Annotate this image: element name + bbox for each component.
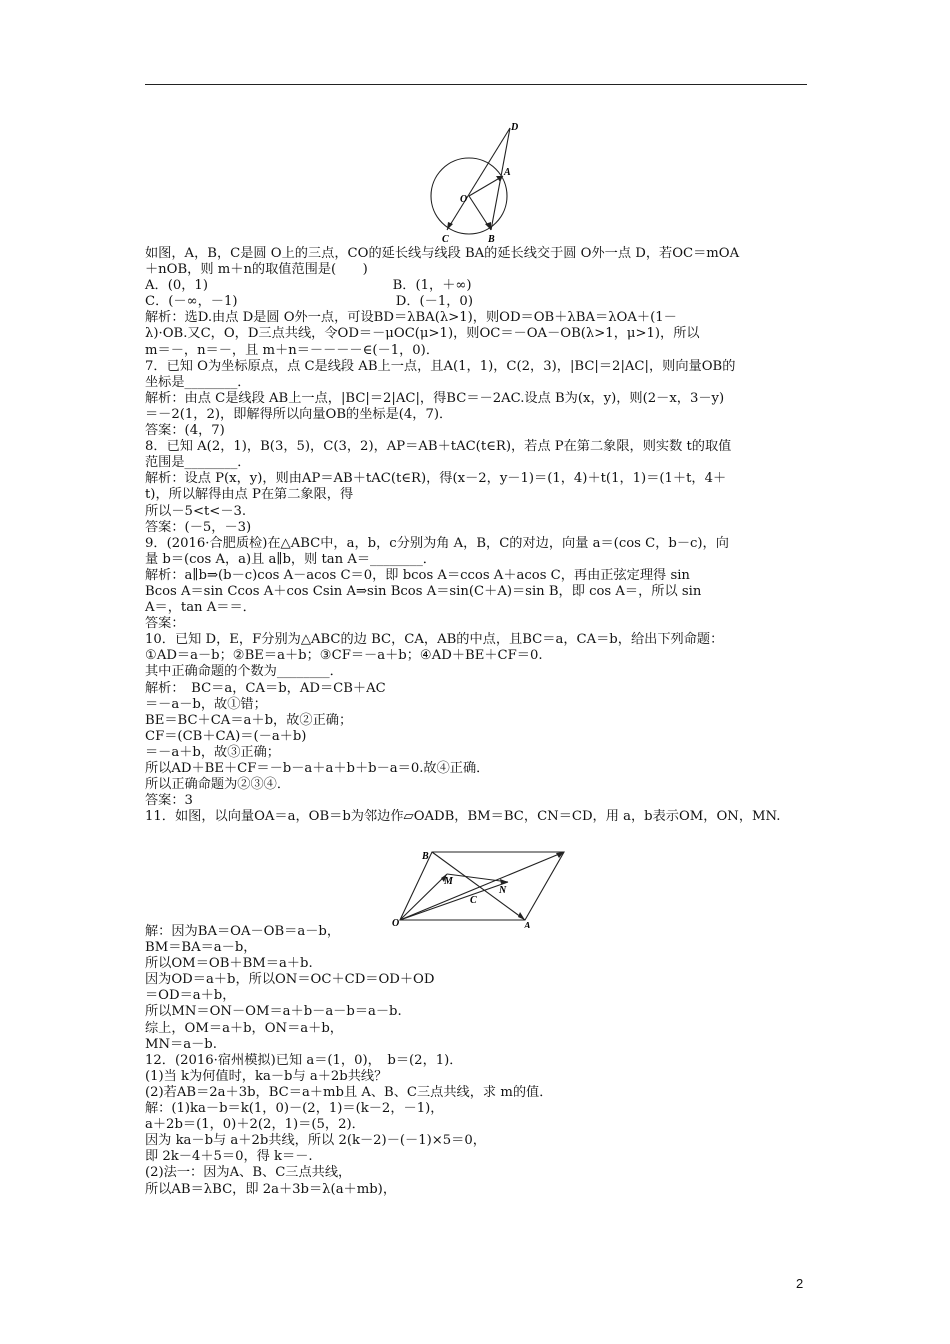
text-line: (2)法一：因为A、B、C三点共线， [145,1165,352,1181]
text-line: 所以AD＋BE＋CF＝－b－a＋a＋b＋b－a＝0.故④正确． [145,761,490,776]
text-line: (1)当 k为何值时，ka－b与 a＋2b共线？ [145,1068,388,1084]
parallelogram-figure [388,846,568,928]
text-line: 如图，A，B，C是圆 O上的三点，CO的延长线与线段 BA的延长线交于圆 O外一点 D，若OC＝mOA [145,246,740,261]
label-a: A [524,921,531,928]
text-line: 因为OD＝a＋b，所以ON＝OC＋CD＝OD＋OD [145,972,435,988]
label-m: M [444,876,453,887]
text-line: a＋2b＝(1，0)＋2(2，1)＝(5，2)． [145,1117,365,1133]
text-line: 即 2k－4＋5＝0，得 k＝－. [145,1149,313,1165]
text-line: λ)·OB.又C，O，D三点共线，令OD＝－μOC(μ>1)，则OC＝－OA－OB(λ>1，μ>1)，所以 [145,326,700,342]
text-line: 8．已知 A(2，1)，B(3，5)，C(3，2)，AP＝AB＋tAC(t∈R)，若点 P在第二象限，则实数 t的取值 [145,439,732,455]
text-line: 所以OM＝OB＋BM＝a＋b. [145,956,313,972]
text-line: ＝－a＋b，故③正确； [145,744,280,760]
diagonal-od [400,852,564,920]
text-line: ＝－2(1，2)，即解得所以向量OB的坐标是(4，7)． [145,406,453,422]
text-line: 解析： BC＝a，CA＝b，AD＝CB＋AC [145,680,386,696]
text-line: 12．(2016·宿州模拟)已知 a＝(1，0)， b＝(2，1)． [145,1052,463,1068]
text-line: ＋nOB，则 m＋n的取值范围是( ) [145,262,368,278]
text-line: 答案：(－5，－3) [145,519,252,535]
text-line: m＝－，n＝－，且 m＋n＝－－－－∈(－1，0)． [145,342,440,358]
label-c: C [442,234,449,245]
arrow-a [518,912,525,920]
text-line: A＝，tan A＝＝． [145,600,256,616]
header-rule [145,84,807,85]
label-o: O [392,918,400,928]
text-line: ＝－a－b，故①错； [145,696,267,712]
vector-om [400,874,447,920]
text-line: 解析：由点 C是线段 AB上一点，|BC|＝2|AC|，得BC＝－2AC.设点 B为(x，y)，则(2－x，3－y) [145,390,725,406]
text-line: 10．已知 D，E，F分别为△ABC的边 BC，CA，AB的中点，且BC＝a，CA＝b，给出下列命题： [145,632,724,648]
vector-mn [447,874,508,882]
text-line: 范围是________． [145,455,251,471]
text-line: MN＝a－b. [145,1036,217,1052]
text-line: BM＝BA＝a－b， [145,940,257,956]
text-line: 综上，OM＝a＋b，ON＝a＋b， [145,1020,343,1036]
text-line: 解析：设点 P(x，y)，则由AP＝AB＋tAC(t∈R)，得(x－2，y－1)＝(1，4)＋t(1，1)＝(1＋t，4＋ [145,471,727,487]
text-line: 坐标是________． [145,374,251,390]
circle-figure [420,118,550,250]
text-line: Bcos A＝sin Ccos A＋cos Csin A⇒sin Bcos A＝sin(C＋A)＝sin B，即 cos A＝，所以 sin [145,583,702,599]
text-line: 9．(2016·合肥质检)在△ABC中，a，b，c分别为角 A，B，C的对边，向量 a＝(cos C，b－c)，向 [145,535,729,551]
text-line: 11．如图，以向量OA＝a，OB＝b为邻边作▱OADB，BM＝BC，CN＝CD，用 a，b表示OM，ON，MN. [145,809,781,825]
text-line: ①AD＝a－b；②BE＝a＋b；③CF＝－a＋b；④AD＋BE＋CF＝0. [145,648,543,664]
text-line: 答案： [145,616,185,632]
text-line: 因为 ka－b与 a＋2b共线，所以 2(k－2)－(－1)×5＝0， [145,1133,486,1149]
page-number: 2 [796,1276,804,1291]
vector-on [400,882,508,920]
text-line: 答案：3 [145,793,193,809]
text-line: 答案：(4，7) [145,423,225,439]
text-line: BE＝BC＋CA＝a＋b，故②正确； [145,712,353,728]
text-block-lower [145,924,813,1198]
text-line: 所以正确命题为②③④． [145,777,291,793]
label-o: O [460,194,468,205]
text-line: 所以－5<t<－3. [145,503,247,519]
text-line: 所以AB＝λBC，即 2a＋3b＝λ(a＋mb)， [145,1181,397,1197]
text-line: ＝OD＝a＋b， [145,988,236,1004]
text-line: 解：因为BA＝OA－OB＝a－b， [145,924,341,939]
text-line: 7．已知 O为坐标原点，点 C是线段 AB上一点，且A(1，1)，C(2，3)，|BC|＝2|AC|，则向量OB的 [145,358,736,374]
text-line: CF＝(CB＋CA)＝(－a＋b) [145,728,307,744]
text-line: 量 b＝(cos A，a)且 a∥b，则 tan A＝________． [145,551,436,567]
text-line: (2)若AB＝2a＋3b，BC＝a＋mb且 A、B、C三点共线，求 m的值． [145,1084,553,1100]
text-line: 其中正确命题的个数为________． [145,664,343,680]
label-d: D [511,122,519,133]
text-line: 所以MN＝ON－OM＝a＋b－a－b＝a－b. [145,1004,402,1020]
text-line: 解析：选D.由点 D是圆 O外一点，可设BD＝λBA(λ>1)，则OD＝OB＋λBA＝λOA＋(1－ [145,310,677,326]
label-b: B [488,234,495,245]
text-line: A．(0，1) B．(1，＋∞) [145,278,472,294]
text-line: C．(－∞，－1) D．(－1，0) [145,294,473,310]
text-block-upper [145,246,813,825]
label-b: B [422,851,429,862]
text-line: 解：(1)ka－b＝k(1，0)－(2，1)＝(k－2，－1)， [145,1101,444,1117]
label-a: A [504,167,511,178]
text-line: t)，所以解得由点 P在第二象限，得 [145,487,354,503]
text-line: 解析：a∥b⇒(b－c)cos A－acos C＝0，即 bcos A＝ccos A＋acos C，再由正弦定理得 sin [145,567,690,583]
label-n: N [499,885,507,896]
label-c: C [470,895,477,906]
